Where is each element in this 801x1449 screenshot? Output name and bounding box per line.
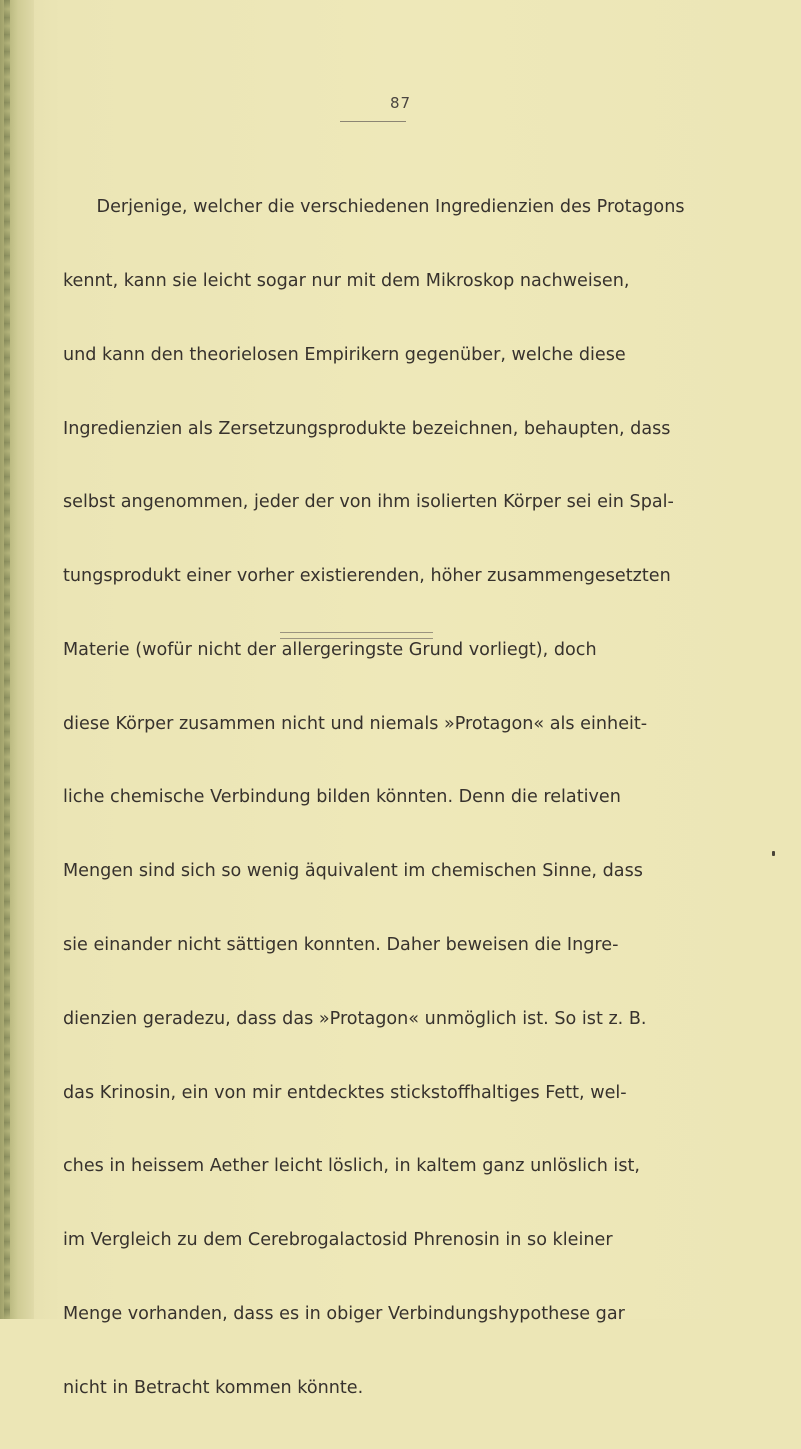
paper-speck [772,851,775,856]
text-line: Menge vorhanden, dass es in obiger Verbindungshypothese gar [63,1303,625,1324]
text-line: das Krinosin, ein von mir entdecktes stickstoffhaltiges Fett, wel- [63,1082,627,1103]
text-line: sie einander nicht sättigen konnten. Daher beweisen die Ingre- [63,935,619,955]
text-line: liche chemische Verbindung bilden könnten. Denn die relativen [63,787,621,808]
page-number: 87 [389,94,412,112]
text-line: Materie (wofür nicht der allergeringste Grund vorliegt), doch [63,639,597,660]
binding-edge [0,0,34,1319]
text-line: selbst angenommen, jeder der von ihm isolierten Körper sei ein Spal- [63,492,674,513]
text-line: im Vergleich zu dem Cerebrogalactosid Phrenosin in so kleiner [63,1230,613,1251]
text-line: dienzien geradezu, dass das »Protagon« unmöglich ist. So ist z. B. [63,1008,647,1029]
text-line: nicht in Betracht kommen könnte. [63,1377,364,1398]
text-line: kennt, kann sie leicht sogar nur mit dem Mikroskop nachweisen, [63,270,630,291]
section-separator [280,632,433,639]
text-line: Mengen sind sich so wenig äquivalent im chemischen Sinne, dass [63,861,643,882]
page-number-rule [340,121,406,122]
text-line: und kann den theorielosen Empirikern gegenüber, welche diese [63,344,626,365]
text-line: tungsprodukt einer vorher existierenden, höher zusammengesetzten [63,566,671,587]
text-line: diese Körper zusammen nicht und niemals »Protagon« als einheit- [63,713,648,734]
body-paragraph [63,146,685,1449]
text-line: Derjenige, welcher die verschiedenen Ingredienzien des Protagons [63,197,685,218]
text-line: Ingredienzien als Zersetzungsprodukte bezeichnen, behaupten, dass [63,418,671,439]
text-line: ches in heissem Aether leicht löslich, in kaltem ganz unlöslich ist, [63,1156,640,1177]
